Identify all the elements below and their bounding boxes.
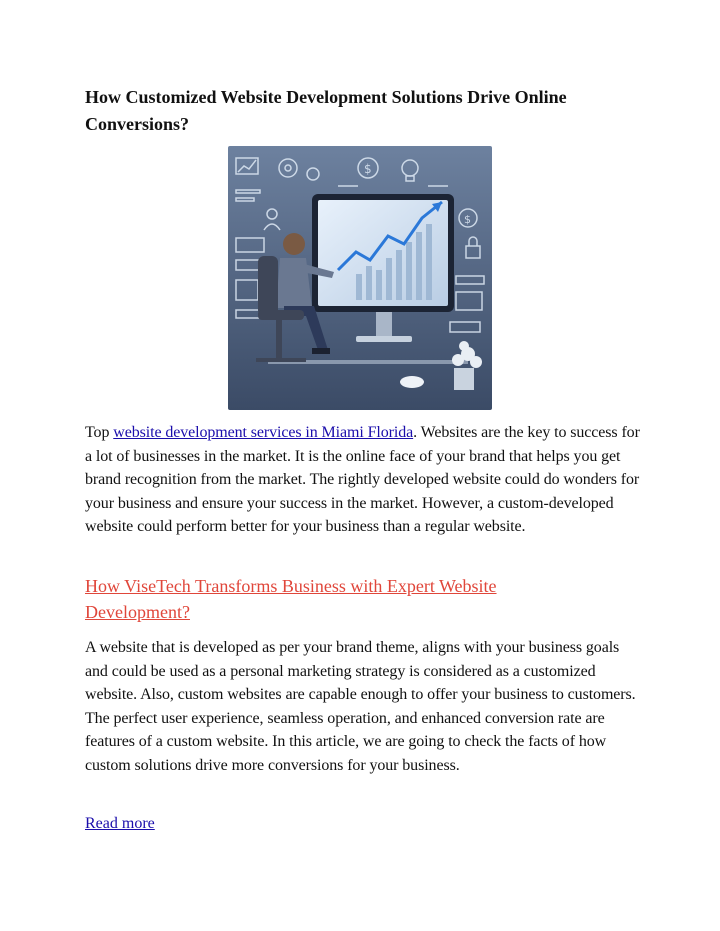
- svg-text:$: $: [464, 213, 471, 226]
- body-paragraph: A website that is developed as per your brand theme, aligns with your business goals and could be used as a personal marketing strategy is considered as a customized website. Also, custom websites are capable enough to offer your business to customers. The perfect user experience, seamless operation, and enhanced conversion rate are features of a custom website. In this article, we are going to check the facts of how custom solutions drive more conversions for your business.: [85, 639, 636, 774]
- read-more-link[interactable]: Read more: [85, 815, 155, 832]
- svg-text:$: $: [364, 162, 372, 176]
- website-development-link[interactable]: website development services in Miami Florida: [113, 424, 414, 441]
- section-subheading[interactable]: How ViseTech Transforms Business with Expert Website Development?: [85, 576, 497, 622]
- intro-paragraph: [85, 421, 645, 539]
- hero-image: [228, 146, 492, 410]
- mouse-icon: [400, 376, 424, 388]
- article-title: How Customized Website Development Solutions Drive Online Conversions?: [85, 87, 567, 134]
- intro-text: . Websites are the key to success for a lot of businesses in the market. It is the online face of your brand that helps you get brand recognition from the market. The rightly developed website could do wonders for your business and ensure your success in the market. However, a custom-developed website could perform better for your business than a regular website.: [85, 424, 640, 536]
- intro-prefix: Top: [85, 424, 114, 441]
